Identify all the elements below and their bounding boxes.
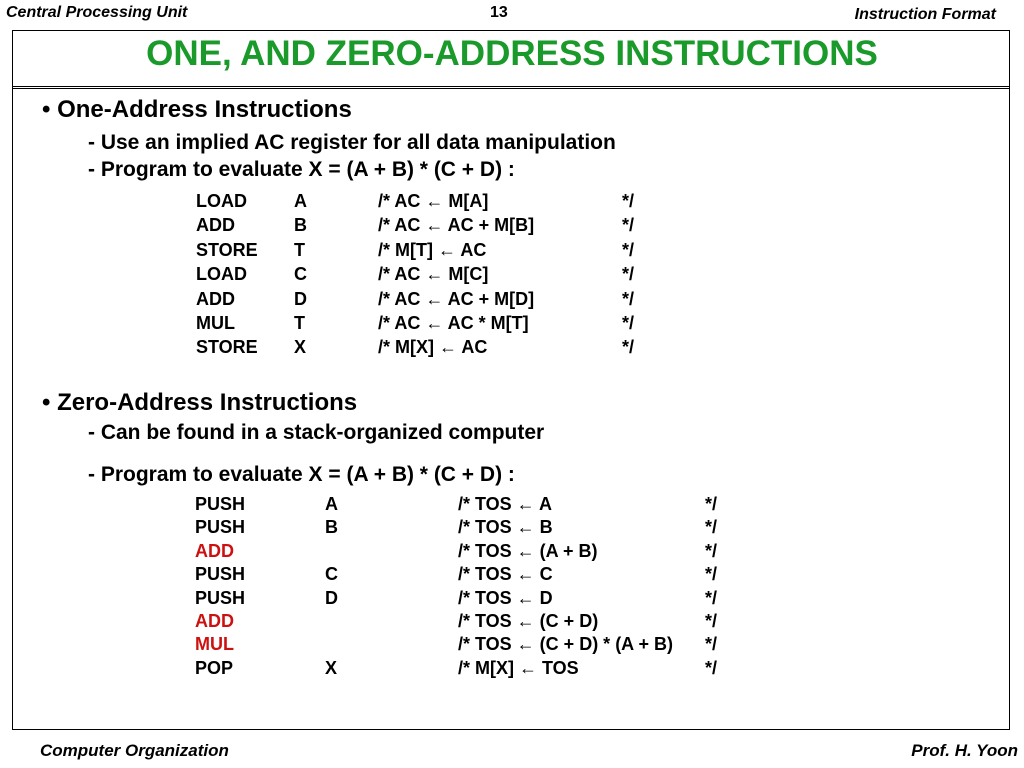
code-arg: D [294, 288, 307, 309]
one-address-heading: • One-Address Instructions [42, 96, 352, 123]
code-comment: /* TOS ← B [458, 517, 553, 538]
code-comment: /* AC ← M[A] [378, 191, 489, 211]
code-op: PUSH [195, 564, 246, 585]
code-end: */ [622, 288, 635, 309]
code-op: LOAD [196, 191, 247, 211]
code-arg: D [325, 587, 338, 608]
code-arg: C [294, 264, 307, 285]
code-arg: X [294, 337, 307, 358]
code-comment: /* TOS ← (A + B) [458, 540, 598, 561]
slide-title: ONE, AND ZERO-ADDRESS INSTRUCTIONS [146, 34, 878, 73]
code-arg: B [325, 517, 338, 538]
code-op: STORE [196, 239, 258, 260]
zero-address-line1: - Can be found in a stack-organized computer [88, 421, 545, 444]
code-comment: /* AC ← AC * M[T] [378, 312, 529, 333]
code-comment: /* AC ← AC + M[D] [378, 288, 535, 309]
header-right: Instruction Format [854, 6, 996, 23]
code-arg: A [294, 191, 307, 211]
code-end: */ [622, 215, 635, 236]
code-op: PUSH [195, 587, 246, 608]
code-arg: T [294, 239, 305, 260]
code-op: ADD [196, 288, 235, 309]
header-left: Central Processing Unit [6, 4, 188, 21]
code-end: */ [705, 564, 718, 585]
code-end: */ [705, 517, 718, 538]
one-address-line2: - Program to evaluate X = (A + B) * (C + D) : [88, 158, 515, 181]
footer-left: Computer Organization [40, 741, 229, 760]
code-end: */ [705, 540, 718, 561]
code-arg: C [325, 564, 338, 585]
code-op: MUL [195, 634, 234, 655]
code-op: LOAD [196, 264, 247, 285]
zero-address-line2: - Program to evaluate X = (A + B) * (C + D) : [88, 463, 515, 486]
page-number: 13 [490, 4, 508, 21]
code-end: */ [622, 264, 635, 285]
code-end: */ [622, 191, 635, 211]
code-comment: /* TOS ← C [458, 564, 553, 585]
zero-address-heading: • Zero-Address Instructions [42, 389, 358, 416]
code-end: */ [622, 239, 635, 260]
code-op: ADD [196, 215, 235, 236]
code-comment: /* TOS ← A [458, 494, 553, 514]
code-op: MUL [196, 312, 235, 333]
code-arg: T [294, 312, 305, 333]
code-end: */ [705, 634, 718, 655]
one-address-line1: - Use an implied AC register for all data manipulation [88, 131, 616, 154]
code-end: */ [622, 312, 635, 333]
code-op: ADD [195, 540, 234, 561]
code-op: POP [195, 657, 234, 678]
code-arg: A [325, 494, 338, 514]
code-op: PUSH [195, 494, 246, 514]
code-comment: /* AC ← M[C] [378, 264, 489, 285]
code-op: STORE [196, 337, 258, 358]
code-comment: /* TOS ← D [458, 587, 553, 608]
code-arg: X [325, 657, 338, 678]
code-end: */ [705, 657, 718, 678]
code-comment: /* M[X] ← AC [378, 337, 488, 358]
code-end: */ [705, 494, 718, 514]
code-comment: /* TOS ← (C + D) [458, 610, 599, 631]
code-end: */ [705, 610, 718, 631]
title-divider [12, 86, 1010, 89]
code-comment: /* M[X] ← TOS [458, 657, 579, 678]
footer-right: Prof. H. Yoon [911, 741, 1018, 760]
code-op: ADD [195, 610, 234, 631]
code-arg: B [294, 215, 307, 236]
code-end: */ [705, 587, 718, 608]
code-comment: /* AC ← AC + M[B] [378, 215, 535, 236]
code-comment: /* TOS ← (C + D) * (A + B) [458, 634, 674, 655]
code-end: */ [622, 337, 635, 358]
code-comment: /* M[T] ← AC [378, 239, 487, 260]
code-op: PUSH [195, 517, 246, 538]
